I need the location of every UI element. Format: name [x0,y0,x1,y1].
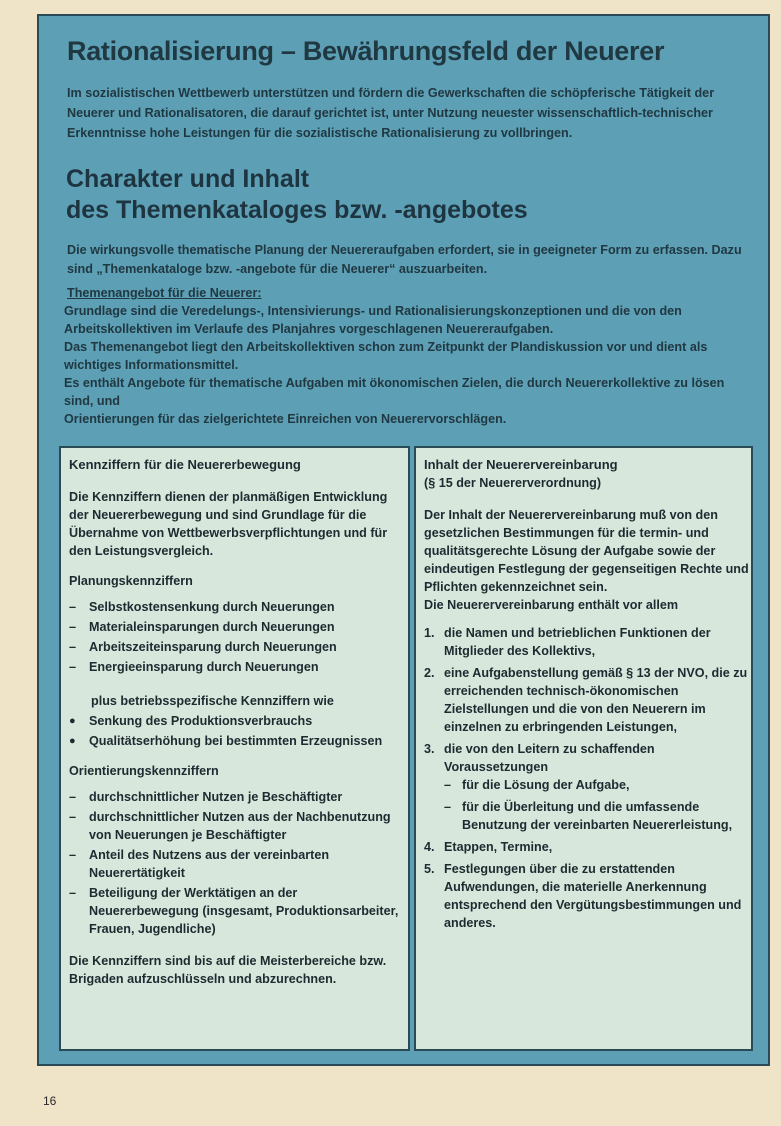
list-item [424,838,754,856]
list-item [424,860,754,932]
agreement-title: Inhalt der Neuerervereinbarung [424,457,618,472]
specific-indicators-list [69,712,409,750]
planning-indicators-heading: Planungskennziffern [69,574,193,588]
indicators-closing: Die Kennziffern sind bis auf die Meisterbereiche bzw. Brigaden aufzuschlüsseln und abzurechnen. [69,954,387,986]
orientation-indicators-heading: Orientierungskennziffern [69,764,219,778]
agreement-intro: Der Inhalt der Neuerervereinbarung muß von den gesetzlichen Bestimmungen für die termin- und qualitätsgerechte Lösung der Aufgabe sowie der eindeutigen Festlegung der gegenseitigen Rechte und Pflichten gekennzeichnet sein. [424,508,749,594]
item-number: 4. [424,840,435,854]
item-number: 2. [424,666,435,680]
sub-list [444,776,754,834]
indicators-intro: Die Kennziffern dienen der planmäßigen Entwicklung der Neuererbewegung und sind Grundlage für die Übernahme von Wettbewerbsverpflichtungen und für den Leistungsvergleich. [69,490,388,558]
list-item: – durchschnittlicher Nutzen aus der Nachbenutzung von Neuerungen je Beschäftigter [69,808,409,844]
list-item [424,664,754,736]
agreement-box [414,446,753,1051]
item-text: eine Aufgabenstellung gemäß § 13 der NVO, die zu erreichenden technisch-ökonomischen Zielstellungen und die von den Neuerern im einzelnen zu erbringenden Leistungen, [444,666,748,734]
indicators-box [59,446,410,1051]
page-number: 16 [43,1094,57,1108]
indicators-title: Kennziffern für die Neuererbewegung [69,457,301,472]
intro-paragraph: Im sozialistischen Wettbewerb unterstützen und fördern die Gewerkschaften die schöpferische Tätigkeit der Neuerer und Rationalisatoren, die darauf gerichtet ist, unter Nutzung neuester wissenschaftlich-technischer Erkenntnisse hohe Leistungen für die sozialistische Rationalisierung zu vollbringen. [67,86,715,140]
item-number: 5. [424,862,435,876]
list-item: – durchschnittlicher Nutzen je Beschäftigter [69,788,409,806]
theme-offer-line: Das Themenangebot liegt den Arbeitskollektiven schon zum Zeitpunkt der Plandiskussion vor und dient als wichtiges Informationsmittel. [64,340,708,372]
theme-offer-heading: Themenangebot für die Neuerer: [67,286,262,300]
item-number: 1. [424,626,435,640]
section-title-line-2: des Themenkataloges bzw. -angebotes [66,196,528,224]
agreement-subtitle: (§ 15 der Neuererverordnung) [424,476,602,490]
section-title [66,164,746,226]
sub-item: – für die Überleitung und die umfassende Benutzung der vereinbarten Neuererleistung, [444,798,754,834]
list-item: ● Qualitätserhöhung bei bestimmten Erzeugnissen [69,732,409,750]
planning-indicators-list [69,598,409,676]
list-item: – Materialeinsparungen durch Neuerungen [69,618,409,636]
item-number: 3. [424,742,435,756]
plus-text: plus betriebsspezifische Kennziffern wie [91,694,334,708]
list-item: – Energieeinsparung durch Neuerungen [69,658,409,676]
agreement-items [424,624,754,932]
list-item [424,624,754,660]
page-title: Rationalisierung – Bewährungsfeld der Neuerer [67,36,665,66]
item-text: Festlegungen über die zu erstattenden Aufwendungen, die materielle Anerkennung entsprechend den Vergütungsbestimmungen und anderes. [444,862,742,930]
theme-offer [64,284,749,428]
list-item: – Arbeitszeiteinsparung durch Neuerungen [69,638,409,656]
list-item: ● Senkung des Produktionsverbrauchs [69,712,409,730]
list-item: – Beteiligung der Werktätigen an der Neuererbewegung (insgesamt, Produktionsarbeiter, Frauen, Jugendliche) [69,884,409,938]
section-title-line-1: Charakter und Inhalt [66,165,310,193]
sub-item: – für die Lösung der Aufgabe, [444,776,754,794]
item-text: die Namen und betrieblichen Funktionen der Mitglieder des Kollektivs, [444,626,711,658]
content-panel [37,14,770,1066]
theme-offer-line: Grundlage sind die Veredelungs-, Intensivierungs- und Rationalisierungskonzeptionen und die von den Arbeitskollektiven im Verlaufe des Planjahres vorgeschlagenen Neuereraufgaben. [64,304,682,336]
list-item [424,740,754,834]
orientation-indicators-list [69,788,409,938]
item-text: die von den Leitern zu schaffenden Voraussetzungen [444,742,655,774]
agreement-lead: Die Neuerervereinbarung enthält vor allem [424,598,679,612]
list-item: – Anteil des Nutzens aus der vereinbarten Neuerertätigkeit [69,846,409,882]
list-item: – Selbstkostensenkung durch Neuerungen [69,598,409,616]
item-text: Etappen, Termine, [444,840,553,854]
theme-offer-line: Es enthält Angebote für thematische Aufgaben mit ökonomischen Zielen, die durch Neuererkollektive zu lösen sind, und [64,376,725,408]
planning-paragraph: Die wirkungsvolle thematische Planung der Neuereraufgaben erfordert, sie in geeigneter Form zu erfassen. Dazu sind „Themenkataloge bzw. -angebote für die Neuerer“ auszuarbeiten. [67,243,742,276]
theme-offer-line: Orientierungen für das zielgerichtete Einreichen von Neuerervorschlägen. [64,412,507,426]
